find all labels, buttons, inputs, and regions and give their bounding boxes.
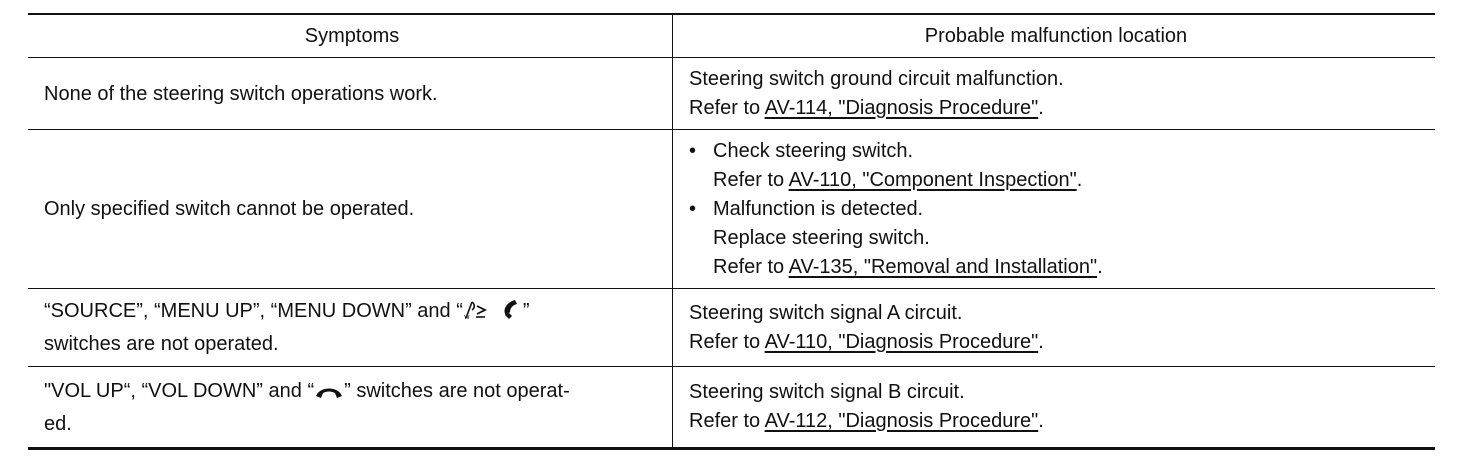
reference-link[interactable]: AV-112, "Diagnosis Procedure" <box>764 410 1039 432</box>
refer-prefix: Refer to <box>689 96 765 119</box>
bullet-item <box>689 195 1423 224</box>
refer-prefix: Refer to <box>713 168 789 191</box>
bullet-text-line: Replace steering switch. <box>713 226 930 249</box>
symptom-text: ” switches are not operat- <box>344 379 570 402</box>
table-row <box>28 289 1435 367</box>
refer-suffix: . <box>1038 330 1044 353</box>
bullet-item <box>689 137 1423 166</box>
phone-call-icon <box>501 298 523 329</box>
symptom-cell <box>28 367 673 447</box>
refer-prefix: Refer to <box>713 255 789 278</box>
bullet-text: Check steering switch. <box>713 139 914 162</box>
refer-prefix: Refer to <box>689 410 765 432</box>
bullet-dot: • <box>689 197 697 220</box>
bullet-dot: • <box>689 139 697 162</box>
reference-link[interactable]: AV-135, "Removal and Installation" <box>788 255 1098 278</box>
refer-suffix: . <box>1076 168 1083 191</box>
symptom-line <box>44 296 530 329</box>
location-text: Steering switch signal B circuit. <box>689 381 965 403</box>
symptom-cell: None of the steering switch operations work. <box>28 58 673 129</box>
header-location: Probable malfunction location <box>924 24 1188 47</box>
voice-recognition-icon <box>463 298 491 329</box>
reference-link[interactable]: AV-110, "Diagnosis Procedure" <box>764 330 1039 353</box>
refer-line <box>689 166 1423 195</box>
table-row <box>28 58 1435 130</box>
refer-line <box>689 407 1423 436</box>
location-text: Steering switch ground circuit malfunction. <box>689 67 1064 90</box>
location-cell <box>673 58 1435 129</box>
symptom-line: ed. <box>44 412 72 435</box>
symptom-text: "VOL UP“, “VOL DOWN” and “ <box>44 379 315 402</box>
refer-suffix: . <box>1038 96 1044 119</box>
header-symptoms: Symptoms <box>28 15 673 57</box>
symptom-cell <box>28 289 673 366</box>
reference-link[interactable]: AV-110, "Component Inspection" <box>788 168 1077 191</box>
location-text: Steering switch signal A circuit. <box>689 301 963 324</box>
table-row <box>28 367 1435 447</box>
symptom-cell: Only specified switch cannot be operated. <box>28 130 673 288</box>
location-cell <box>673 130 1435 288</box>
svg-text:w: w <box>463 313 470 320</box>
bullet-text: Malfunction is detected. <box>713 197 924 220</box>
symptom-line <box>44 376 570 409</box>
location-cell <box>673 367 1435 447</box>
symptom-text: “SOURCE”, “MENU UP”, “MENU DOWN” and “ <box>44 300 463 322</box>
refer-prefix: Refer to <box>689 330 765 353</box>
symptom-table <box>28 13 1435 450</box>
reference-link[interactable]: AV-114, "Diagnosis Procedure" <box>764 96 1039 119</box>
symptom-text: ” <box>522 300 530 322</box>
refer-line <box>689 253 1423 282</box>
refer-suffix: . <box>1038 410 1044 432</box>
phone-hangup-icon <box>314 379 344 409</box>
refer-line <box>689 94 1423 123</box>
table-row <box>28 130 1435 289</box>
symptom-line: switches are not operated. <box>44 333 279 355</box>
table-header-row <box>28 15 1435 58</box>
refer-line <box>689 328 1423 357</box>
location-cell <box>673 289 1435 366</box>
refer-suffix: . <box>1097 255 1103 278</box>
